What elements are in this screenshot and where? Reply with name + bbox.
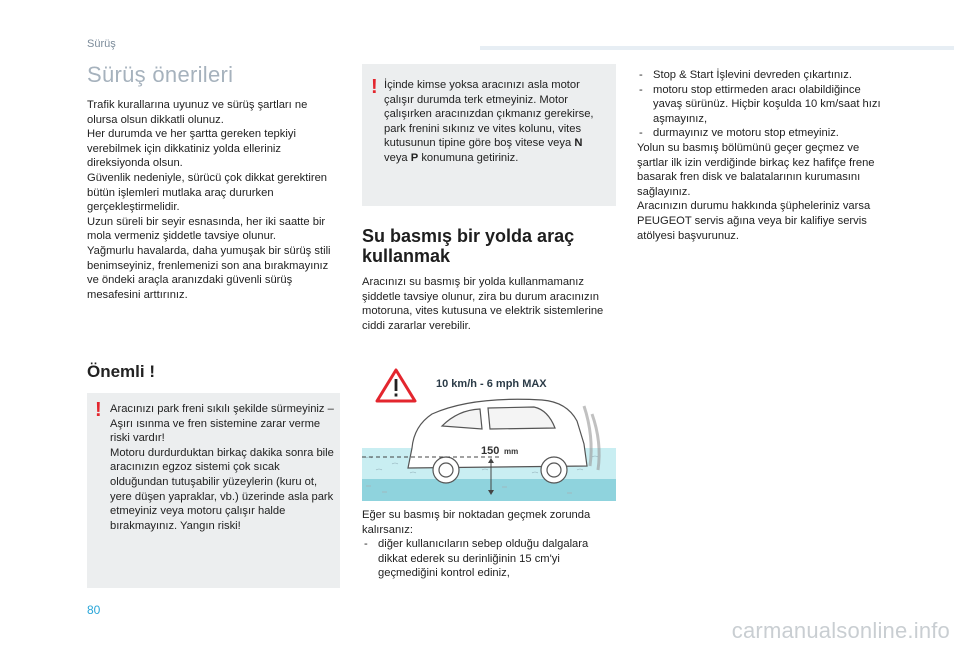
header-rule (480, 46, 954, 50)
important-heading: Önemli ! (87, 362, 156, 381)
gear-n: N (574, 137, 583, 150)
page-title: Sürüş önerileri (87, 62, 234, 87)
list-item: - Stop & Start İşlevini devreden çıkartınız. (637, 68, 887, 83)
list-item: - motoru stop ettirmeden aracı olabildiğince yavaş sürünüz. Hiçbir koşulda 10 km/saat hızı aşmayınız, (637, 83, 887, 127)
crossing-list (362, 537, 616, 581)
page-number: 80 (87, 603, 101, 617)
crossing-instructions (362, 508, 616, 581)
flood-heading: Su basmış bir yolda araç kullanmak (362, 226, 575, 266)
watermark: carmanualsonline.info (731, 618, 950, 643)
parking-warning-box (87, 393, 340, 588)
depth-value: 150 (481, 445, 500, 457)
warning-icon: ! (371, 76, 378, 98)
warning-icon: ! (95, 399, 102, 421)
crossing-continuation (637, 68, 887, 243)
crossing-intro: Eğer su basmış bir noktadan geçmek zorunda kalırsanız: (362, 509, 591, 536)
flood-illustration (362, 366, 616, 501)
warning-triangle-icon (377, 370, 415, 401)
list-item: - diğer kullanıcıların sebep olduğu dalgalara dikkat ederek su derinliğinin 15 cm'yi geçmediğini kontrol ediniz, (362, 537, 616, 581)
engine-warning-box (362, 64, 616, 206)
flood-paragraph: Aracınızı su basmış bir yolda kullanmamanız şiddetle tavsiye olunur, zira bu durum aracınızın motoruna, vites kutusuna ve elektrik sistemlerine ciddi zararlar verebilir. (362, 276, 604, 332)
parking-warning-text: Aracınızı park freni sıkılı şekilde sürmeyiniz – Aşırı ısınma ve fren sistemine zarar verme riski vardır! Motoru durdurduktan birkaç dakika sonra bile aracınızın egzoz sistemi çok sıcak olduğundan tutuşabilir yüzeylerin (kuru ot, yere düşen yapraklar, vb.) üzerinde asla park etmeyiniz veya motoru çalışır halde bırakmayınız. Yangın riski! (110, 403, 334, 532)
list-item: - durmayınız ve motoru stop etmeyiniz. (637, 126, 887, 141)
section-label: Sürüş (87, 38, 116, 50)
intro-paragraph: Trafik kurallarına uyunuz ve sürüş şartları ne olursa olsun dikkatli olunuz. Her durumda ve her şartta gereken tepkiyi verebilmek için dikkatiniz yolda elleriniz direksiyonda olsun. Güvenlik nedeniyle, sürücü çok dikkat gerektiren bütün işlemleri mutlaka araç dururken gerçekleştirmelidir. Uzun süreli bir seyir esnasında, her iki saatte bir mola vermeniz şiddetle tavsiye olunur. Yağmurlu havalarda, daha yumuşak bir sürüş stili benimseyiniz, frenlemenizi son ana bırakmayınız ve öndeki araçla aranızdaki güvenli sürüş mesafesini arttırınız. (87, 99, 331, 301)
gear-p: P (410, 151, 419, 164)
after-crossing-paragraph: Yolun su basmış bölümünü geçer geçmez ve şartlar ilk izin verdiğinde birkaç kez hafifçe frene basarak fren disk ve balatalarının kurumasını sağlayınız. Aracınızın durumu hakkında şüpheleriniz varsa PEUGEOT servis ağına veya bir kalifiye servis atölyesi başvurunuz. (637, 141, 875, 242)
depth-unit: mm (504, 447, 519, 456)
speed-limit-label: 10 km/h - 6 mph MAX (436, 378, 547, 390)
engine-warning-text: İçinde kimse yoksa aracınızı asla motor çalışır durumda terk etmeyiniz. Motor çalışırken aracınızdan çıkmanız gerekirse, park frenini sıkınız ve vites kolunu, vites kutusunun tipine göre boş vitese veya N veya P konumuna getiriniz. (384, 79, 594, 164)
crossing-list-continued (637, 68, 887, 141)
